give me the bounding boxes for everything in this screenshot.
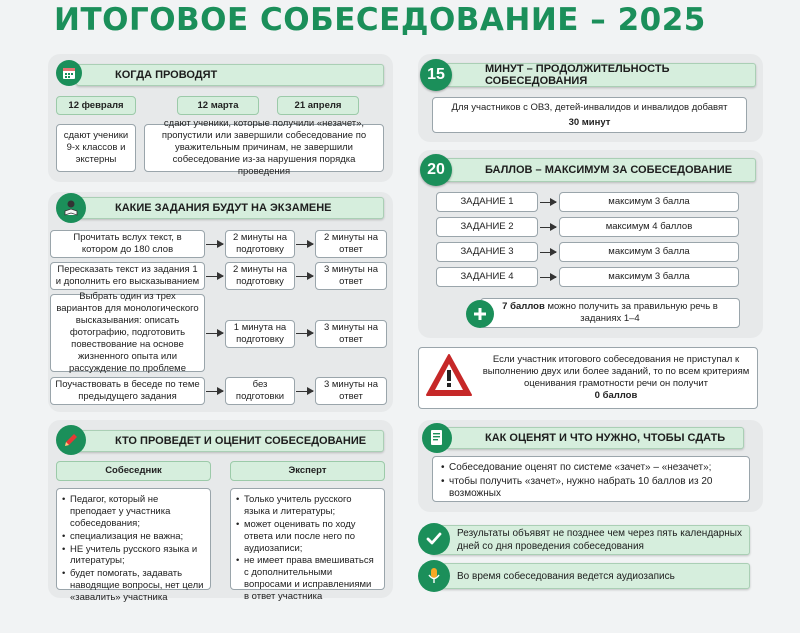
- evaluate-item-1: • Собеседование оценят по системе «зачет» – «незачет»;: [441, 462, 741, 475]
- task-3-arrow-1: [206, 333, 223, 334]
- bonus-text: можно получить за правильную речь в заданиях 1–4: [547, 301, 718, 324]
- points-max-4: максимум 3 балла: [559, 267, 739, 287]
- task-2-arrow-1: [206, 276, 223, 277]
- date-1: 12 февраля: [56, 96, 136, 115]
- task-4-arrow-1: [206, 391, 223, 392]
- plus-icon: [466, 300, 494, 328]
- reader-icon: [56, 193, 86, 223]
- who-header-text: КТО ПРОВЕДЕТ И ОЦЕНИТ СОБЕСЕДОВАНИЕ: [115, 435, 367, 447]
- task-3-answer: 3 минуты на ответ: [315, 320, 387, 348]
- task-1-arrow-1: [206, 244, 223, 245]
- warning-text: Если участник итогового собеседования не приступал к выполнению двух или более заданий, то по всем критериям оценивания грамотности речи он получит: [482, 354, 750, 389]
- duration-header-text: МИНУТ – ПРОДОЛЖИТЕЛЬНОСТЬ СОБЕСЕДОВАНИЯ: [485, 63, 670, 87]
- task-2-prep: 2 минуты на подготовку: [225, 262, 295, 290]
- results-text: Результаты объявят не позднее чем через пять календарных дней со дня проведения собеседования: [457, 528, 742, 552]
- warning-icon: [425, 352, 473, 403]
- col1-item-2: • специализация не важна;: [62, 531, 205, 543]
- points-header: [446, 158, 756, 182]
- evaluate-header: [446, 427, 744, 449]
- task-2: Пересказать текст из задания 1 и дополнить его высказыванием: [50, 262, 205, 290]
- points-max-1: максимум 3 балла: [559, 192, 739, 212]
- task-1-answer: 2 минуты на ответ: [315, 230, 387, 258]
- duration-box: [432, 97, 747, 133]
- col2-item-1: • Только учитель русского языка и литературы;: [236, 494, 379, 518]
- col1-title: Собеседник: [56, 461, 211, 481]
- check-icon: [418, 523, 450, 555]
- audio-bar: [430, 563, 750, 589]
- duration-text: Для участников с ОВЗ, детей-инвалидов и инвалидов добавят: [451, 101, 728, 113]
- date-3: 21 апреля: [277, 96, 359, 115]
- task-3: Выбрать один из трех вариантов для монологического высказывания: описать фотографию, подготовить повествование на основе жизненного опыта или рассуждение по проблеме: [50, 294, 205, 372]
- task-1-arrow-2: [296, 244, 313, 245]
- evaluate-item-2: • чтобы получить «зачет», нужно набрать 10 баллов из 20 возможных: [441, 476, 741, 501]
- results-bar: [430, 525, 750, 555]
- warning-bold: 0 баллов: [594, 389, 638, 401]
- col1-item-4: • будет помогать, задавать наводящие вопросы, нет цели «завалить» участника: [62, 568, 205, 604]
- points-max-2: максимум 4 баллов: [559, 217, 739, 237]
- duration-number: 15: [420, 59, 452, 91]
- col1-item-3: • НЕ учитель русского языка и литературы;: [62, 544, 205, 568]
- document-icon: [422, 423, 452, 453]
- tasks-header: [76, 197, 384, 219]
- task-3-arrow-2: [296, 333, 313, 334]
- date-2: 12 марта: [177, 96, 259, 115]
- task-4-answer: 3 минуты на ответ: [315, 377, 387, 405]
- points-arrow-1: [540, 202, 556, 203]
- task-1-prep: 2 минуты на подготовку: [225, 230, 295, 258]
- points-task-2: ЗАДАНИЕ 2: [436, 217, 538, 237]
- points-number: 20: [420, 154, 452, 186]
- task-4-arrow-2: [296, 391, 313, 392]
- points-task-4: ЗАДАНИЕ 4: [436, 267, 538, 287]
- points-header-text: БАЛЛОВ – МАКСИМУМ ЗА СОБЕСЕДОВАНИЕ: [485, 164, 733, 176]
- audio-text: Во время собеседования ведется аудиозапись: [457, 570, 675, 582]
- col1-list: [56, 488, 211, 603]
- duration-header: [446, 63, 756, 87]
- tasks-header-text: КАКИЕ ЗАДАНИЯ БУДУТ НА ЭКЗАМЕНЕ: [115, 202, 332, 214]
- col2-item-3: • не имеет права вмешиваться с дополнительными вопросами и исправлениями в ответ участника: [236, 555, 379, 603]
- when-header: [76, 64, 384, 86]
- points-task-3: ЗАДАНИЕ 3: [436, 242, 538, 262]
- col1-item-1: • Педагог, который не преподает у участника собеседования;: [62, 494, 205, 530]
- microphone-icon: [418, 560, 450, 592]
- col2-item-2: • может оценивать по ходу ответа или после него по аудиозаписи;: [236, 519, 379, 555]
- points-arrow-2: [540, 227, 556, 228]
- when-desc-1: сдают ученики 9-х классов и экстерны: [56, 124, 136, 172]
- col2-list: [230, 488, 385, 602]
- task-2-arrow-2: [296, 276, 313, 277]
- evaluate-list: [432, 456, 750, 502]
- duration-bold: 30 минут: [568, 116, 611, 128]
- task-1: Прочитать вслух текст, в котором до 180 слов: [50, 230, 205, 258]
- calendar-icon: [56, 60, 82, 86]
- bonus-bold: 7 баллов: [502, 301, 545, 313]
- pencil-icon: [56, 425, 86, 455]
- when-desc-2: сдают ученики, которые получили «незачет», пропустили или завершили собеседование по уважительным причинам, не завершили собеседование из-за нарушения порядка проведения: [144, 124, 384, 172]
- bonus-box: [480, 298, 740, 328]
- page-title: ИТОГОВОЕ СОБЕСЕДОВАНИЕ – 2025: [54, 2, 706, 38]
- task-2-answer: 3 минуты на ответ: [315, 262, 387, 290]
- points-arrow-4: [540, 277, 556, 278]
- points-max-3: максимум 3 балла: [559, 242, 739, 262]
- task-4-prep: без подготовки: [225, 377, 295, 405]
- when-header-text: КОГДА ПРОВОДЯТ: [115, 69, 218, 81]
- who-header: [76, 430, 384, 452]
- evaluate-header-text: КАК ОЦЕНЯТ И ЧТО НУЖНО, ЧТОБЫ СДАТЬ: [485, 432, 726, 444]
- task-3-prep: 1 минута на подготовку: [225, 320, 295, 348]
- col2-title: Эксперт: [230, 461, 385, 481]
- task-4: Поучаствовать в беседе по теме предыдущего задания: [50, 377, 205, 405]
- points-task-1: ЗАДАНИЕ 1: [436, 192, 538, 212]
- points-arrow-3: [540, 252, 556, 253]
